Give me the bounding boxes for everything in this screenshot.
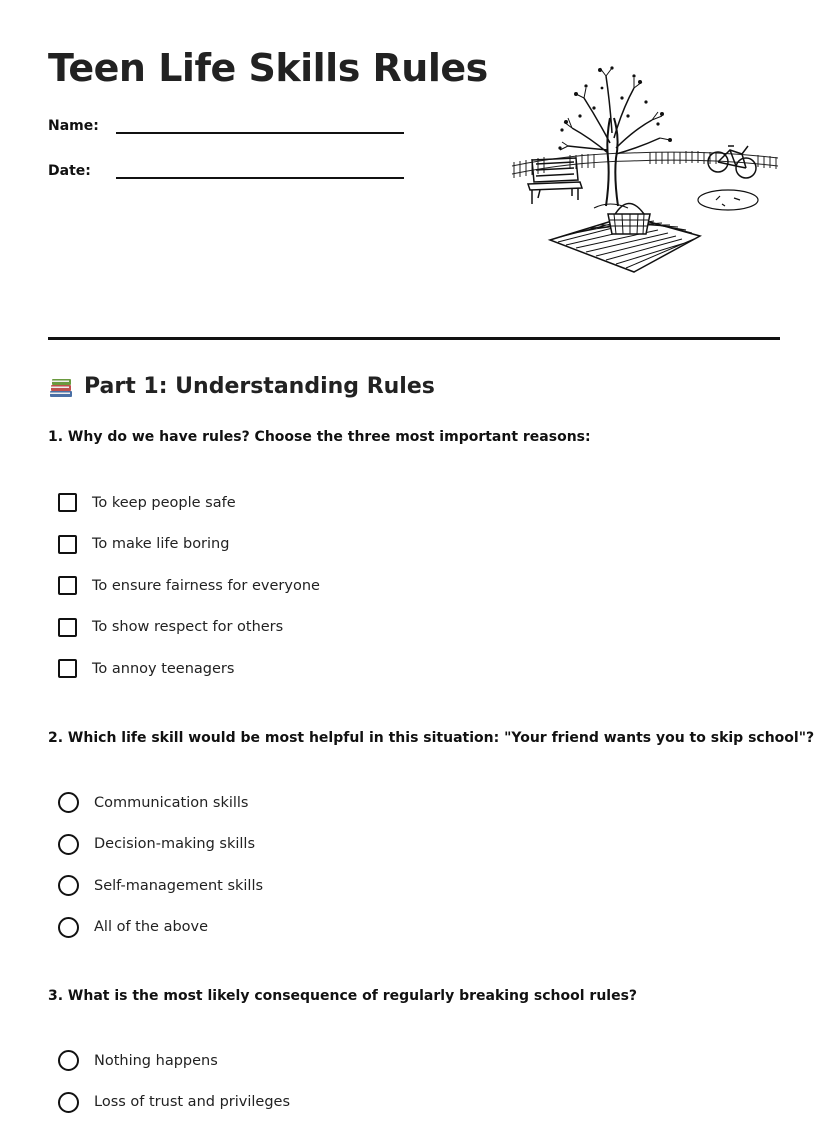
question-1-options (58, 482, 320, 690)
q2-option[interactable] (58, 824, 263, 866)
radio-button[interactable] (58, 875, 79, 896)
q1-option[interactable] (58, 482, 320, 524)
q3-option[interactable] (58, 1082, 290, 1123)
books-icon (48, 373, 74, 399)
radio-button[interactable] (58, 834, 79, 855)
option-label: To annoy teenagers (92, 661, 234, 677)
part1-heading (48, 373, 435, 399)
question-2-options (58, 782, 263, 948)
q1-option[interactable] (58, 524, 320, 566)
option-label: Communication skills (94, 795, 249, 811)
question-3: 3. What is the most likely consequence of regularly breaking school rules? (48, 988, 637, 1004)
question-1: 1. Why do we have rules? Choose the three most important reasons: (48, 429, 591, 445)
option-label: To make life boring (92, 536, 229, 552)
radio-button[interactable] (58, 792, 79, 813)
page-title: Teen Life Skills Rules (48, 46, 488, 90)
radio-button[interactable] (58, 1050, 79, 1071)
part1-title: Part 1: Understanding Rules (84, 374, 435, 399)
q1-option[interactable] (58, 648, 320, 690)
tree-leaves (558, 66, 672, 149)
q1-option[interactable] (58, 607, 320, 649)
q2-option[interactable] (58, 865, 263, 907)
option-label: To keep people safe (92, 495, 236, 511)
section-divider (48, 337, 780, 340)
q2-option[interactable] (58, 907, 263, 949)
name-label: Name: (48, 118, 116, 134)
option-label: Self-management skills (94, 878, 263, 894)
date-field[interactable] (48, 163, 404, 179)
checkbox[interactable] (58, 576, 77, 595)
name-field[interactable] (48, 118, 404, 134)
radio-button[interactable] (58, 917, 79, 938)
picnic-basket-illustration (608, 203, 650, 234)
checkbox[interactable] (58, 535, 77, 554)
bench-illustration (528, 158, 582, 204)
q2-option[interactable] (58, 782, 263, 824)
tree-illustration (560, 68, 670, 208)
checkbox[interactable] (58, 493, 77, 512)
q3-option[interactable] (58, 1040, 290, 1082)
date-input-line[interactable] (116, 163, 404, 179)
option-label: Nothing happens (94, 1053, 218, 1069)
question-2: 2. Which life skill would be most helpful in this situation: "Your friend wants you to skip school"? (48, 730, 814, 746)
option-label: To show respect for others (92, 619, 283, 635)
option-label: All of the above (94, 919, 208, 935)
option-label: Loss of trust and privileges (94, 1094, 290, 1110)
question-3-options (58, 1040, 290, 1123)
date-label: Date: (48, 163, 116, 179)
checkbox[interactable] (58, 618, 77, 637)
picnic-blanket-small (698, 190, 758, 210)
option-label: To ensure fairness for everyone (92, 578, 320, 594)
checkbox[interactable] (58, 659, 77, 678)
option-label: Decision-making skills (94, 836, 255, 852)
q1-option[interactable] (58, 565, 320, 607)
park-picnic-illustration (510, 58, 780, 280)
name-input-line[interactable] (116, 118, 404, 134)
radio-button[interactable] (58, 1092, 79, 1113)
